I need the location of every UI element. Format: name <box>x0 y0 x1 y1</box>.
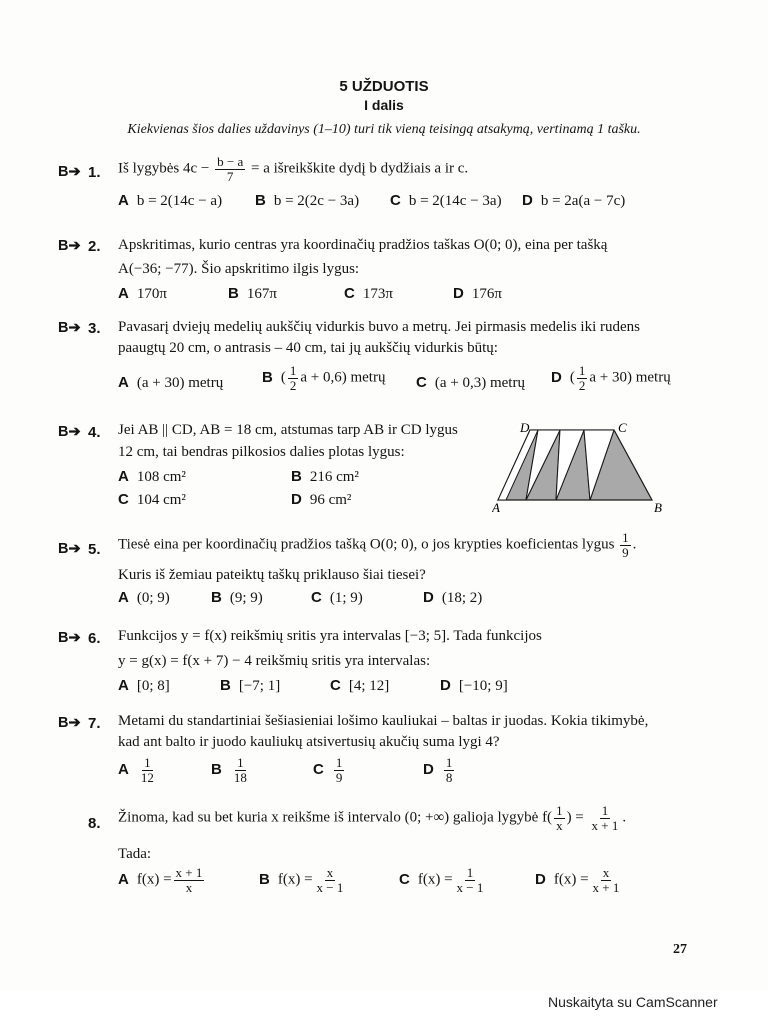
q4-option-b[interactable] <box>291 468 359 486</box>
option-letter: A <box>118 870 129 888</box>
page-title: 5 UŽDUOTIS <box>339 78 429 95</box>
b-level-badge: B➔ <box>58 630 81 646</box>
q1-option-b[interactable] <box>255 192 359 210</box>
option-letter: B <box>291 468 302 485</box>
q6-option-c[interactable] <box>330 677 389 695</box>
q5-line1: Tiesė eina per koordinačių pradžios tašką O(0; 0), o jos krypties koeficientas lygus <box>118 536 615 553</box>
option-text: (0; 9) <box>136 590 170 606</box>
frac-den: 8 <box>445 769 453 785</box>
q2-option-b[interactable] <box>228 285 277 303</box>
option-letter: C <box>330 677 341 694</box>
option-letter: C <box>313 760 324 778</box>
option-text: (1; 9) <box>329 590 363 606</box>
q8-eq-pre: f( <box>542 809 553 826</box>
option-letter: B <box>255 192 266 209</box>
frac-den: x <box>556 817 563 833</box>
option-text: [−10; 9] <box>458 678 508 694</box>
vertex-label-a: A <box>492 500 500 514</box>
b-level-badge: B➔ <box>58 320 81 336</box>
option-text: (9; 9) <box>229 590 263 606</box>
q5-option-d[interactable] <box>423 589 482 607</box>
q4-option-d[interactable] <box>291 491 351 509</box>
option-text: 173π <box>362 286 393 302</box>
q4-option-c[interactable] <box>118 491 186 509</box>
option-fraction <box>455 866 486 894</box>
option-letter: B <box>211 589 222 606</box>
b-level-badge: B➔ <box>58 715 81 731</box>
option-text: (a + 30) metrų <box>136 375 224 391</box>
q8-statement: Žinoma, kad su bet kuria x reikšme iš intervalo (0; +∞) galioja lygybė f( $\frac{1}{x}$ ) = $\frac{1}{x + 1}$ . <box>118 803 627 833</box>
option-text: [−7; 1] <box>238 678 281 694</box>
vertex-label-d: D <box>520 420 530 435</box>
vertex-label-c: C <box>618 420 627 435</box>
q1-number: 1. <box>88 164 101 181</box>
frac-num: 1 <box>578 363 586 378</box>
b-level-badge: B➔ <box>58 541 81 557</box>
q1-option-d[interactable] <box>522 192 625 210</box>
frac-num: 1 <box>237 755 244 770</box>
q8-option-a[interactable] <box>118 866 206 894</box>
option-fraction <box>577 364 588 392</box>
q2-option-d[interactable] <box>453 285 502 303</box>
q2-option-a[interactable] <box>118 285 167 303</box>
frac-den: 2 <box>578 377 586 393</box>
frac-num: 1 <box>466 865 474 880</box>
option-text: (a + 0,3) metrų <box>434 375 525 391</box>
option-letter: B <box>262 368 273 386</box>
option-pre: f(x) = <box>277 871 313 888</box>
trapezoid-figure <box>492 418 672 514</box>
q5-option-a[interactable] <box>118 589 170 607</box>
q6-option-a[interactable] <box>118 677 170 695</box>
frac-den: 9 <box>622 544 629 560</box>
q7-option-a[interactable] <box>118 756 158 784</box>
frac-den: 9 <box>335 769 343 785</box>
option-fraction <box>232 756 249 784</box>
frac-num: 1 <box>622 530 629 545</box>
q7-option-b[interactable] <box>211 756 251 784</box>
q5-statement: Tiesė eina per koordinačių pradžios tašką O(0; 0), o jos krypties koeficientas lygus $\frac{1}{9}$ . <box>118 530 637 560</box>
option-pre: f(x) = <box>417 871 453 888</box>
option-letter: A <box>118 760 129 778</box>
frac-num: 1 <box>144 755 151 770</box>
option-fraction <box>139 756 156 784</box>
q2-line2: A(−36; −77). Šio apskritimo ilgis lygus: <box>118 261 360 277</box>
option-pre: f(x) = <box>136 871 172 888</box>
q5-number: 5. <box>88 541 101 558</box>
option-letter: A <box>118 192 129 209</box>
q3-line2: paaugtų 20 cm, o antrasis – 40 cm, tai jų aukščių vidurkis būtų: <box>118 340 498 356</box>
option-text: 216 cm² <box>309 469 359 485</box>
option-fraction <box>288 364 299 392</box>
option-fraction <box>174 866 205 894</box>
frac-den: 12 <box>140 769 154 785</box>
option-pre: ( <box>569 369 575 386</box>
option-letter: A <box>118 677 129 694</box>
q1-option-a[interactable] <box>118 192 222 210</box>
option-letter: C <box>118 491 129 508</box>
vertex-label-b: B <box>654 500 662 514</box>
option-letter: D <box>522 192 533 209</box>
option-pre: f(x) = <box>553 871 589 888</box>
q8-line1: Žinoma, kad su bet kuria x reikšme iš intervalo (0; +∞) galioja lygybė <box>118 809 539 826</box>
q8-eq-inner-fraction <box>554 804 565 832</box>
q2-option-c[interactable] <box>344 285 393 303</box>
q5-option-b[interactable] <box>211 589 263 607</box>
option-text: 167π <box>246 286 277 302</box>
option-text: b = 2a(a − 7c) <box>540 193 626 209</box>
option-letter: B <box>259 870 270 888</box>
q8-line2: Tada: <box>118 846 152 862</box>
q3-option-c[interactable] <box>416 374 525 392</box>
option-letter: C <box>399 870 410 888</box>
q6-option-d[interactable] <box>440 677 508 695</box>
frac-num: 1 <box>601 803 609 818</box>
option-letter: C <box>311 589 322 606</box>
q4-line1: Jei AB || CD, AB = 18 cm, atstumas tarp AB ir CD lygus <box>118 422 458 438</box>
q6-number: 6. <box>88 630 101 647</box>
option-letter: D <box>291 491 302 508</box>
q1-statement <box>118 155 468 183</box>
q3-line1: Pavasarį dviejų medelių aukščių vidurkis buvo a metrų. Jei pirmasis medelis iki rudens <box>118 319 640 335</box>
q6-option-b[interactable] <box>220 677 280 695</box>
q3-option-d[interactable] <box>551 364 671 392</box>
option-text: 176π <box>471 286 502 302</box>
q1-text-post: = a išreikškite dydį b dydžiais a ir c. <box>250 160 469 177</box>
q1-fraction <box>215 155 245 183</box>
frac-num: 1 <box>445 755 453 770</box>
q5-option-c[interactable] <box>311 589 363 607</box>
instructions: Kiekvienas šios dalies uždavinys (1–10) turi tik vieną teisingą atsakymą, vertinamą 1 tašku. <box>127 122 641 137</box>
option-text: 170π <box>136 286 167 302</box>
q8-eq-mid: ) = <box>566 809 584 826</box>
q2-line1: Apskritimas, kurio centras yra koordinačių pradžios taškas O(0; 0), eina per tašką <box>118 237 608 253</box>
option-fraction <box>315 866 346 894</box>
option-text: (18; 2) <box>441 590 483 606</box>
q4-number: 4. <box>88 424 101 441</box>
frac-den: x − 1 <box>456 879 484 895</box>
option-pre: ( <box>280 369 286 386</box>
frac-num: 1 <box>335 755 343 770</box>
q1-text-pre: Iš lygybės 4c − <box>118 160 210 177</box>
option-letter: D <box>551 368 562 386</box>
section-subtitle: I dalis <box>364 97 404 113</box>
q8-option-b[interactable] <box>259 866 347 894</box>
q6-line2: y = g(x) = f(x + 7) − 4 reikšmių sritis yra intervalas: <box>118 653 431 669</box>
option-letter: D <box>535 870 546 888</box>
option-letter: D <box>423 760 434 778</box>
option-letter: D <box>440 677 451 694</box>
q5-line2: Kuris iš žemiau pateiktų taškų priklauso šiai tiesei? <box>118 567 426 583</box>
q6-line1: Funkcijos y = f(x) reikšmių sritis yra intervalas [−3; 5]. Tada funkcijos <box>118 628 542 644</box>
frac-num: 1 <box>289 363 297 378</box>
frac-den: x − 1 <box>316 879 344 895</box>
page-number: 27 <box>673 942 687 957</box>
option-letter: A <box>118 468 129 485</box>
option-letter: A <box>118 285 129 302</box>
option-fraction <box>444 756 455 784</box>
frac-num: x + 1 <box>175 865 203 880</box>
q5-fraction <box>620 531 631 559</box>
scanner-watermark: Nuskaityta su CamScanner <box>548 994 718 1010</box>
q3-option-b[interactable] <box>262 364 385 392</box>
b-level-badge: B➔ <box>58 164 81 180</box>
option-text: 96 cm² <box>309 492 352 508</box>
q3-option-a[interactable] <box>118 374 223 392</box>
frac-num: x <box>326 865 334 880</box>
option-letter: C <box>390 192 401 209</box>
frac-den: x + 1 <box>591 817 619 833</box>
option-post: a + 0,6) metrų <box>300 369 386 386</box>
option-letter: A <box>118 374 129 391</box>
q8-number: 8. <box>88 815 101 832</box>
q8-option-c[interactable] <box>399 866 487 894</box>
q1-frac-den: 7 <box>226 168 234 184</box>
option-letter: D <box>453 285 464 302</box>
q7-option-d[interactable] <box>423 756 456 784</box>
frac-den: x + 1 <box>592 879 620 895</box>
q1-frac-num: b − a <box>217 154 244 169</box>
option-text: 104 cm² <box>136 492 186 508</box>
option-text: b = 2(14c − a) <box>136 193 223 209</box>
q7-option-c[interactable] <box>313 756 346 784</box>
q4-line2: 12 cm, tai bendras pilkosios dalies plotas lygus: <box>118 444 405 460</box>
option-text: 108 cm² <box>136 469 186 485</box>
option-letter: C <box>344 285 355 302</box>
b-level-badge: B➔ <box>58 424 81 440</box>
option-text: [0; 8] <box>136 678 170 694</box>
q8-option-d[interactable] <box>535 866 623 894</box>
q2-number: 2. <box>88 238 101 255</box>
option-letter: D <box>423 589 434 606</box>
option-letter: B <box>211 760 222 778</box>
option-fraction <box>334 756 345 784</box>
frac-den: 2 <box>289 377 297 393</box>
option-letter: B <box>220 677 231 694</box>
frac-num: x <box>602 865 610 880</box>
option-text: b = 2(14c − 3a) <box>408 193 502 209</box>
q8-eq-result-fraction <box>590 804 621 832</box>
option-fraction <box>591 866 622 894</box>
option-text: [4; 12] <box>348 678 390 694</box>
frac-num: 1 <box>556 803 563 818</box>
q1-option-c[interactable] <box>390 192 502 210</box>
option-letter: C <box>416 374 427 391</box>
b-level-badge: B➔ <box>58 238 81 254</box>
q4-option-a[interactable] <box>118 468 186 486</box>
option-text: b = 2(2c − 3a) <box>273 193 360 209</box>
frac-den: 18 <box>233 769 247 785</box>
q7-line1: Metami du standartiniai šešiasieniai lošimo kauliukai – baltas ir juodas. Kokia tikimybė, <box>118 713 649 729</box>
q3-number: 3. <box>88 320 101 337</box>
option-letter: A <box>118 589 129 606</box>
frac-den: x <box>185 879 193 895</box>
q7-number: 7. <box>88 715 101 732</box>
option-post: a + 30) metrų <box>589 369 671 386</box>
option-letter: B <box>228 285 239 302</box>
q7-line2: kad ant balto ir juodo kauliukų atsivertusių akučių suma lygi 4? <box>118 734 500 750</box>
